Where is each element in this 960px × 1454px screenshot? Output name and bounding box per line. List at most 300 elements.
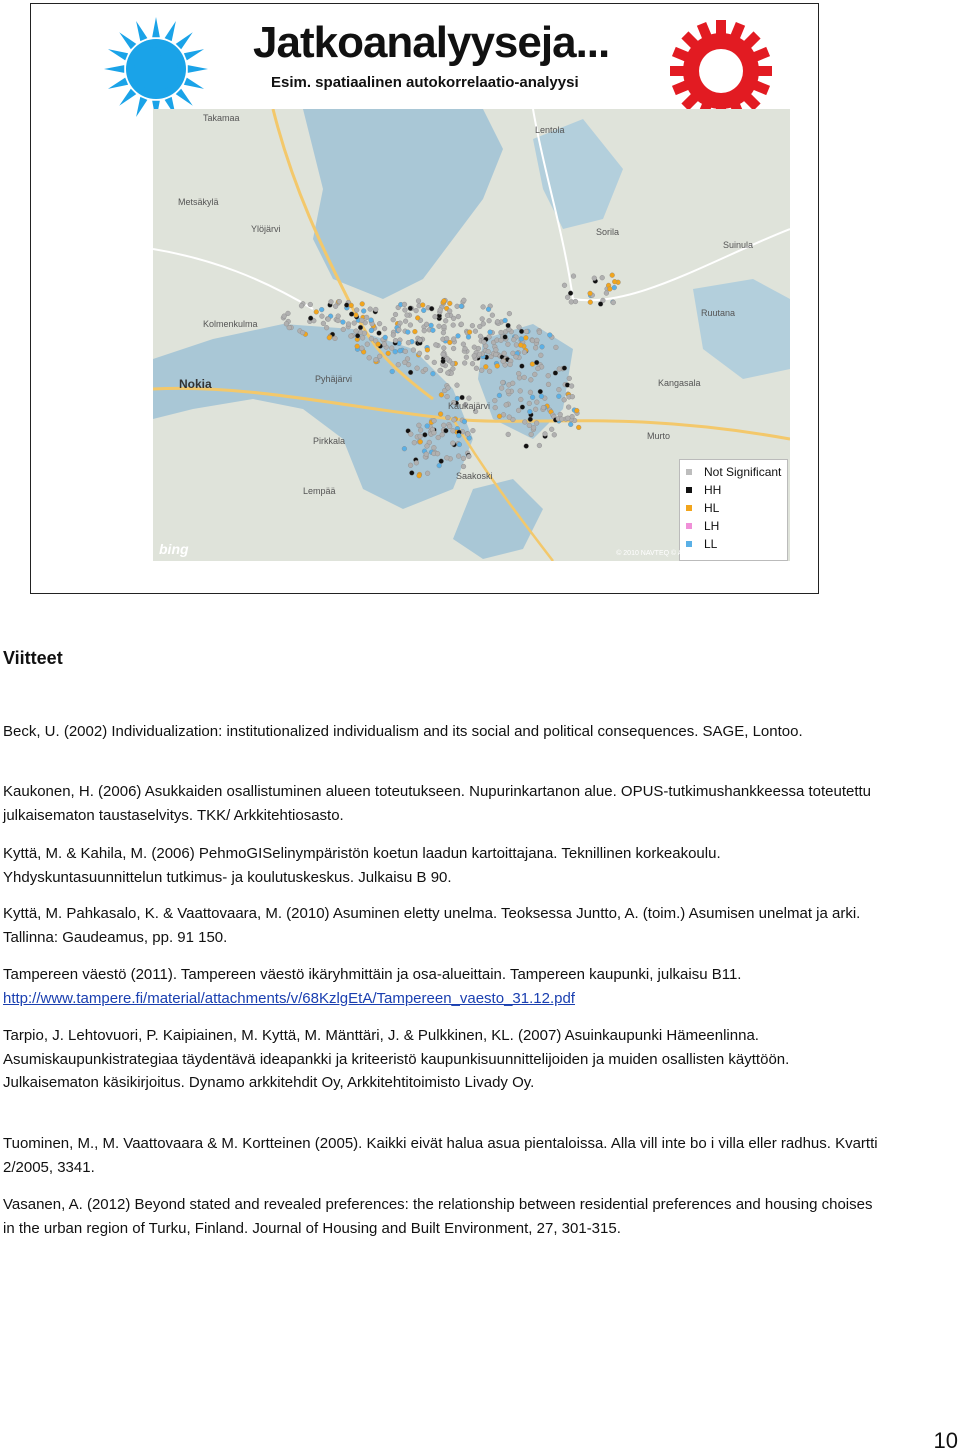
map-point	[391, 317, 396, 322]
map-point	[447, 424, 452, 429]
map-point	[461, 342, 466, 347]
sun-ray	[165, 21, 176, 41]
map-point	[533, 407, 538, 412]
map-point	[418, 428, 423, 433]
place-takamaa: Takamaa	[203, 113, 240, 123]
legend-swatch	[686, 469, 692, 475]
map-point	[463, 346, 468, 351]
map-point	[576, 425, 581, 430]
map-point	[402, 446, 407, 451]
map-point	[610, 273, 615, 278]
place-kangasala: Kangasala	[658, 378, 701, 388]
map-point	[396, 362, 401, 367]
map-point	[524, 329, 529, 334]
map-point	[559, 417, 564, 422]
place-sorila: Sorila	[596, 227, 620, 237]
map-point	[462, 298, 467, 303]
map-point	[569, 384, 574, 389]
map-point	[534, 400, 539, 405]
map-point	[527, 423, 532, 428]
map-point	[445, 313, 450, 318]
map-point	[536, 366, 541, 371]
map-point	[374, 357, 379, 362]
map-point	[417, 473, 422, 478]
map-point	[574, 408, 579, 413]
map-point	[376, 342, 381, 347]
legend-label: HH	[704, 483, 722, 497]
map-point	[424, 452, 429, 457]
map-point	[506, 432, 511, 437]
place-pirkkala: Pirkkala	[313, 436, 346, 446]
map-point	[522, 420, 527, 425]
map-point	[446, 386, 451, 391]
map-point	[418, 338, 423, 343]
map-point	[408, 323, 413, 328]
map-point	[417, 423, 422, 428]
map-point	[482, 340, 487, 345]
map-point	[360, 302, 365, 307]
map-point	[566, 405, 571, 410]
place-kolmenkulma: Kolmenkulma	[203, 319, 258, 329]
map-point	[495, 319, 500, 324]
map-point	[324, 325, 329, 330]
map-point	[415, 316, 420, 321]
map-point	[377, 331, 382, 336]
legend-item-hl	[686, 500, 719, 516]
map-point	[451, 428, 456, 433]
map-point	[425, 348, 430, 353]
page-number: 10	[933, 1428, 958, 1453]
map-point	[527, 409, 532, 414]
map-point	[377, 354, 382, 359]
map-point	[349, 303, 354, 308]
reference-item: Beck, U. (2002) Individualization: institutionalized individualism and its social and political consequences. SAGE, Lontoo.	[3, 723, 803, 740]
map-point	[483, 364, 488, 369]
place-lentola: Lentola	[535, 125, 565, 135]
map-point	[519, 337, 524, 342]
map-point	[467, 330, 472, 335]
map-point	[444, 336, 449, 341]
place-metsakyla: Metsäkylä	[178, 197, 219, 207]
map-point	[497, 393, 502, 398]
map-point	[425, 355, 430, 360]
legend-label: Not Significant	[704, 465, 782, 479]
map-point	[487, 369, 492, 374]
slide-frame	[30, 3, 819, 594]
map-point	[466, 335, 471, 340]
map-point	[451, 337, 456, 342]
map-point	[543, 432, 548, 437]
map-point	[408, 306, 413, 311]
map-point	[565, 295, 570, 300]
map-point	[364, 315, 369, 320]
map-point	[541, 405, 546, 410]
map-point	[373, 307, 378, 312]
map-point	[360, 318, 365, 323]
map-point	[562, 283, 567, 288]
map-point	[518, 389, 523, 394]
map-point	[520, 364, 525, 369]
reference-text: Tampereen väestö (2011). Tampereen väestö ikäryhmittäin ja osa-alueittain. Tampereen kaupunki, julkaisu B11.	[3, 966, 742, 983]
map-point	[433, 314, 438, 319]
map-point	[398, 348, 403, 353]
map-point	[402, 360, 407, 365]
map-point	[486, 307, 491, 312]
map-point	[557, 367, 562, 372]
reference-item: Tuominen, M., M. Vaattovaara & M. Kortteinen (2005). Kaikki eivät halua asua pientaloissa. Alla vill inte bo i villa eller radhus. Kvartti 2/2005, 3341.	[3, 1135, 878, 1176]
map-point	[501, 359, 506, 364]
map-point	[393, 312, 398, 317]
map-point	[507, 415, 512, 420]
map-point	[516, 371, 521, 376]
map-point	[569, 300, 574, 305]
reference-link[interactable]: http://www.tampere.fi/material/attachments/v/68KzlgEtA/Tampereen_vaesto_31.12.pdf	[3, 989, 575, 1007]
map-point	[408, 463, 413, 468]
map-point	[389, 346, 394, 351]
map-point	[402, 302, 407, 307]
map-point	[531, 425, 536, 430]
map-point	[447, 309, 452, 314]
map-point	[499, 386, 504, 391]
place-ruutana: Ruutana	[701, 308, 736, 318]
map-point	[524, 444, 529, 449]
map-point	[429, 323, 434, 328]
map-point	[445, 371, 450, 376]
map-point	[556, 394, 561, 399]
map-point	[470, 323, 475, 328]
map-point	[451, 323, 456, 328]
map-point	[336, 314, 341, 319]
map-point	[369, 336, 374, 341]
map-point	[432, 418, 437, 423]
map-point	[464, 355, 469, 360]
map-point	[511, 337, 516, 342]
map-point	[409, 471, 414, 476]
map-point	[522, 350, 527, 355]
map-point	[391, 333, 396, 338]
map-point	[478, 334, 483, 339]
map-point	[530, 362, 535, 367]
map-point	[457, 442, 462, 447]
map-point	[314, 310, 319, 315]
place-nokia: Nokia	[179, 377, 212, 391]
map-point	[390, 369, 395, 374]
references-heading: Viitteet	[3, 648, 63, 668]
map-point	[570, 394, 575, 399]
map-point	[362, 331, 367, 336]
map-point	[522, 375, 527, 380]
map-point	[355, 344, 360, 349]
map-point	[524, 335, 529, 340]
sun-ray	[184, 78, 204, 89]
map-point	[456, 314, 461, 319]
map-point	[461, 464, 466, 469]
map-point	[546, 382, 551, 387]
map-point	[417, 351, 422, 356]
map-point	[432, 360, 437, 365]
map-point	[547, 333, 552, 338]
map-point	[354, 329, 359, 334]
map-point	[438, 308, 443, 313]
map-point	[557, 387, 562, 392]
map-point	[403, 349, 408, 354]
map-point	[440, 432, 445, 437]
map-point	[459, 304, 464, 309]
map-point	[437, 324, 442, 329]
map-point	[455, 383, 460, 388]
map-point	[446, 415, 451, 420]
sun-ray	[188, 65, 208, 73]
map-point	[506, 389, 511, 394]
map-point	[562, 366, 567, 371]
map-point	[474, 366, 479, 371]
map-point	[537, 443, 542, 448]
map-point	[319, 307, 324, 312]
legend-swatch	[686, 523, 692, 529]
place-murto: Murto	[647, 431, 671, 441]
map-point	[336, 318, 341, 323]
map-point	[393, 349, 398, 354]
map-point	[607, 287, 612, 292]
map-point	[506, 323, 511, 328]
map-point	[462, 419, 467, 424]
map-point	[467, 396, 472, 401]
map-point	[499, 338, 504, 343]
map-point	[367, 355, 372, 360]
place-kaukajarvi: Kaukajärvi	[448, 401, 491, 411]
map-point	[588, 291, 593, 296]
map-point	[442, 299, 447, 304]
sun-ray	[108, 78, 128, 89]
map-point	[528, 417, 533, 422]
map-point	[612, 279, 617, 284]
map-point	[333, 304, 338, 309]
sun-ray	[152, 17, 160, 37]
map-point	[308, 316, 313, 321]
map-legend	[679, 459, 788, 561]
map-point	[480, 317, 485, 322]
map-point	[299, 303, 304, 308]
sun-ray	[119, 32, 136, 49]
map-point	[533, 345, 538, 350]
map-point	[461, 456, 466, 461]
map-point	[423, 432, 428, 437]
map-point	[495, 364, 500, 369]
map-point	[438, 368, 443, 373]
map-point	[514, 354, 519, 359]
map-point	[451, 346, 456, 351]
map-point	[517, 325, 522, 330]
map-point	[486, 349, 491, 354]
map-point	[459, 322, 464, 327]
map-point	[481, 305, 486, 310]
map-point	[552, 432, 557, 437]
legend-swatch	[686, 505, 692, 511]
map-point	[386, 351, 391, 356]
map-point	[554, 345, 559, 350]
legend-label: LL	[704, 537, 718, 551]
sun-logo-icon	[101, 14, 211, 124]
map-point	[432, 445, 437, 450]
map-point	[549, 427, 554, 432]
map-point	[445, 356, 450, 361]
map-point	[344, 303, 349, 308]
map-point	[538, 353, 543, 358]
legend-swatch	[686, 541, 692, 547]
sun-ray	[176, 89, 193, 106]
map-point	[467, 454, 472, 459]
map-point	[382, 326, 387, 331]
map-point	[413, 329, 418, 334]
reference-item	[3, 963, 883, 1010]
map-point	[534, 421, 539, 426]
map-point	[456, 454, 461, 459]
map-point	[352, 321, 357, 326]
map-point	[565, 416, 570, 421]
map-point	[425, 471, 430, 476]
map-point	[382, 342, 387, 347]
map-point	[333, 336, 338, 341]
map-point	[502, 351, 507, 356]
map-point	[444, 455, 449, 460]
sun-ray	[176, 32, 193, 49]
sun-ray	[136, 21, 147, 41]
map-point	[519, 329, 524, 334]
map-point	[327, 335, 332, 340]
map-point	[439, 392, 444, 397]
map-point	[441, 346, 446, 351]
map-point	[451, 366, 456, 371]
map-point	[414, 308, 419, 313]
map-point	[517, 375, 522, 380]
map-point	[341, 320, 346, 325]
map-point	[518, 397, 523, 402]
map-point	[568, 422, 573, 427]
map-point	[431, 328, 436, 333]
map-point	[499, 330, 504, 335]
map-point	[539, 394, 544, 399]
reference-item: Kyttä, M. Pahkasalo, K. & Vaattovaara, M. (2010) Asuminen eletty unelma. Teoksessa Juntto, A. (toim.) Asumisen unelmat ja arki. Tallinna: Gaudeamus, pp. 91 150.	[3, 905, 861, 946]
map-point	[431, 371, 436, 376]
map-point	[508, 362, 513, 367]
map-point	[534, 360, 539, 365]
map-point	[432, 430, 437, 435]
map-point	[506, 342, 511, 347]
map-point	[540, 344, 545, 349]
reference-item: Kyttä, M. & Kahila, M. (2006) PehmoGISelinympäristön koetun laadun kartoittajana. Teknillinen korkeakoulu. Yhdyskuntasuunnittelun tutkimus- ja koulutuskeskus. Julkaisu B 90.	[3, 845, 721, 886]
map-point	[558, 412, 563, 417]
map-point	[321, 321, 326, 326]
map-point	[592, 276, 597, 281]
map-point	[535, 338, 540, 343]
place-pyhajarvi: Pyhäjärvi	[315, 374, 353, 384]
map-point	[504, 403, 509, 408]
map-point	[415, 366, 420, 371]
map-point	[612, 285, 617, 290]
reference-item: Tarpio, J. Lehtovuori, P. Kaipiainen, M. Kyttä, M. Mänttäri, J. & Pulkkinen, KL. (2007) Asuinkaupunki Hämeenlinna. Asumiskaupunkistrategiaa täydentävä ideapankki ja kriteeristö kaupunkisuunnittelijoiden ja muiden osallisten käyttöön. Julkaisematon käsikirjoitus. Dynamo arkkitehdit Oy, Arkkitehtitoimisto Livady Oy.	[3, 1027, 790, 1091]
map-point	[349, 334, 354, 339]
map-point	[422, 328, 427, 333]
map-point	[369, 328, 374, 333]
map-point	[408, 432, 413, 437]
sun-ray	[136, 97, 147, 117]
map-point	[527, 401, 532, 406]
reference-item: Kaukonen, H. (2006) Asukkaiden osallistuminen alueen toteutukseen. Nupurinkartanon alue. OPUS-tutkimushankkeessa toteutettu julkaisematon taustaselvitys. TKK/ Arkkitehtiosasto.	[3, 783, 872, 824]
map-point	[354, 313, 359, 318]
sun-ray	[104, 65, 124, 73]
map-point	[369, 318, 374, 323]
slide-subtitle: Esim. spatiaalinen autokorrelaatio-analyysi	[271, 74, 579, 91]
map-point	[472, 353, 477, 358]
map-point	[418, 434, 423, 439]
map-point	[412, 440, 417, 445]
legend-label: LH	[704, 519, 720, 533]
map-point	[520, 405, 525, 410]
map-point	[423, 367, 428, 372]
map-point	[470, 361, 475, 366]
map-point	[503, 335, 508, 340]
map-point	[530, 395, 535, 400]
map-point	[568, 291, 573, 296]
map-point	[538, 389, 543, 394]
bing-logo: bing	[159, 541, 189, 557]
map-point	[473, 329, 478, 334]
map-point	[393, 338, 398, 343]
map-point	[604, 291, 609, 296]
sun-ray	[119, 89, 136, 106]
map-point	[546, 373, 551, 378]
map-point	[368, 307, 373, 312]
map-point	[406, 340, 411, 345]
map-point	[537, 330, 542, 335]
map-point	[460, 395, 465, 400]
map-point	[405, 313, 410, 318]
map-point	[329, 299, 334, 304]
map-point	[447, 340, 452, 345]
map-point	[439, 459, 444, 464]
map-point	[510, 381, 515, 386]
place-saakoski: Saakoski	[456, 471, 493, 481]
map-point	[308, 302, 313, 307]
map-point	[443, 318, 448, 323]
legend-label: HL	[704, 501, 720, 515]
map-point	[341, 327, 346, 332]
sun-ray	[184, 49, 204, 60]
map-point	[487, 318, 492, 323]
map-point	[444, 428, 449, 433]
legend-swatch	[686, 487, 692, 493]
map-point	[600, 275, 605, 280]
map-point	[445, 394, 450, 399]
map-point	[529, 432, 534, 437]
map-point	[494, 347, 499, 352]
map-point	[403, 319, 408, 324]
map-point	[365, 342, 370, 347]
map-point	[570, 414, 575, 419]
map-point	[358, 325, 363, 330]
map-point	[465, 432, 470, 437]
map-point	[403, 308, 408, 313]
map-point	[481, 321, 486, 326]
map-point	[287, 325, 292, 330]
map-point	[425, 424, 430, 429]
map-point	[441, 330, 446, 335]
map-point	[553, 371, 558, 376]
map-point	[397, 328, 402, 333]
map-point	[282, 314, 287, 319]
map-point	[494, 352, 499, 357]
place-suinula: Suinula	[723, 240, 754, 250]
